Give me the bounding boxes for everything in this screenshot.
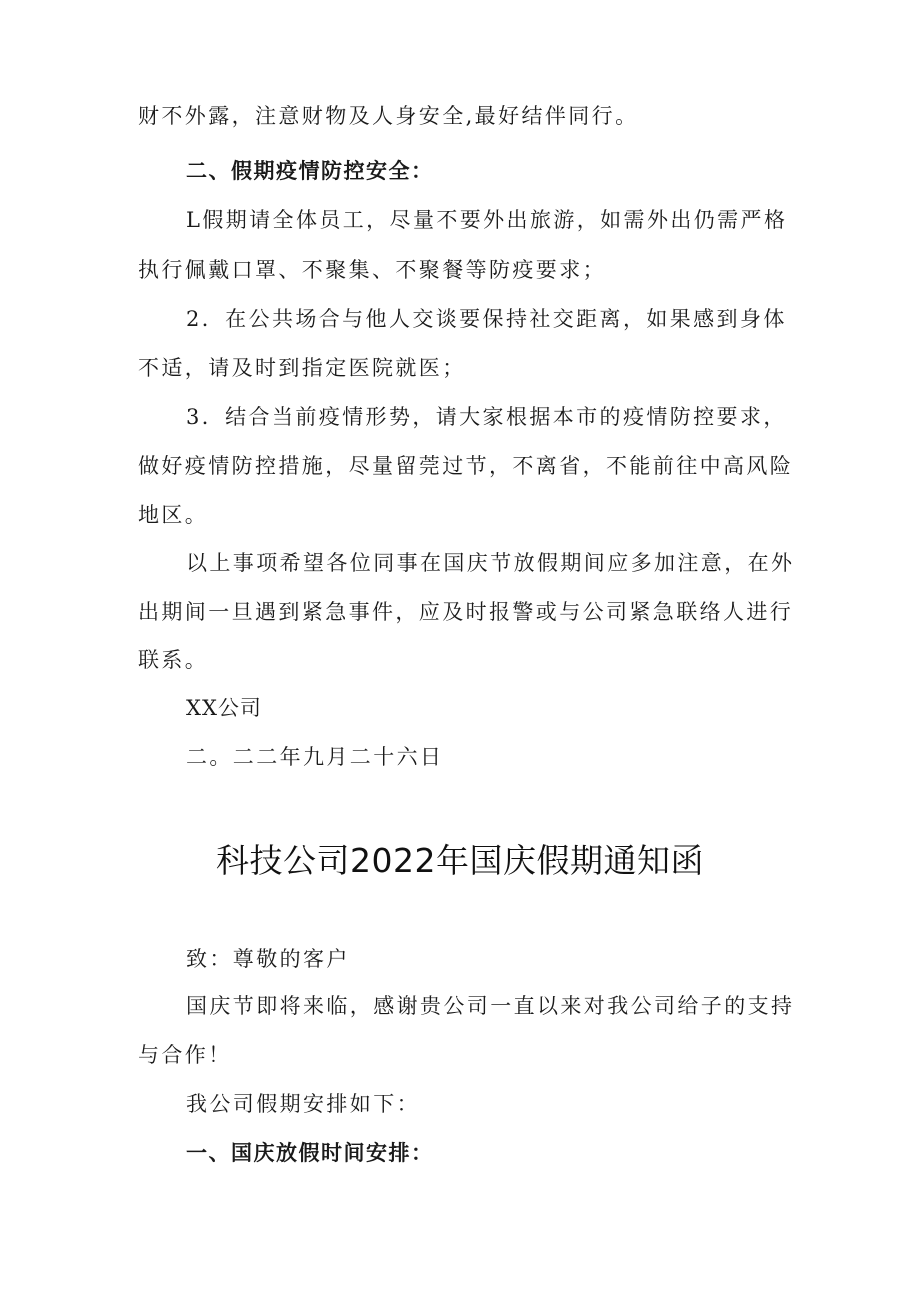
list-item-2-line-2: 不适，请及时到指定医院就医；	[138, 356, 466, 380]
intro-paragraph-line-2: 与合作！	[138, 1043, 232, 1067]
arrangement-intro: 我公司假期安排如下：	[186, 1092, 420, 1116]
closing-paragraph-line-3: 联系。	[138, 648, 209, 672]
paragraph-line: 财不外露，注意财物及人身安全,最好结伴同行。	[138, 104, 639, 128]
list-item-1-line-2: 执行佩戴口罩、不聚集、不聚餐等防疫要求；	[138, 258, 606, 282]
list-item-3-line-3: 地区。	[138, 503, 209, 527]
list-item-1-line-1: L假期请全体员工，尽量不要外出旅游，如需外出仍需严格	[186, 208, 788, 232]
list-item-3-line-2: 做好疫情防控措施，尽量留莞过节，不离省，不能前往中高风险	[138, 454, 794, 478]
document-title: 科技公司2022年国庆假期通知函	[216, 841, 704, 880]
signature-date: 二。二二年九月二十六日	[186, 745, 444, 769]
list-item-2-line-1: 2．在公共场合与他人交谈要保持社交距离，如果感到身体	[186, 307, 787, 331]
section-heading-epidemic-safety: 二、假期疫情防控安全：	[186, 159, 434, 183]
salutation: 致：尊敬的客户	[186, 947, 350, 971]
signature-company: XX公司	[186, 696, 262, 720]
closing-paragraph-line-1: 以上事项希望各位同事在国庆节放假期间应多加注意，在外	[186, 551, 795, 575]
list-item-3-line-1: 3．结合当前疫情形势，请大家根据本市的疫情防控要求，	[186, 405, 787, 429]
closing-paragraph-line-2: 出期间一旦遇到紧急事件，应及时报警或与公司紧急联络人进行	[138, 600, 794, 624]
intro-paragraph-line-1: 国庆节即将来临，感谢贵公司一直以来对我公司给子的支持	[186, 994, 795, 1018]
section-heading-holiday-schedule: 一、国庆放假时间安排：	[186, 1141, 434, 1165]
